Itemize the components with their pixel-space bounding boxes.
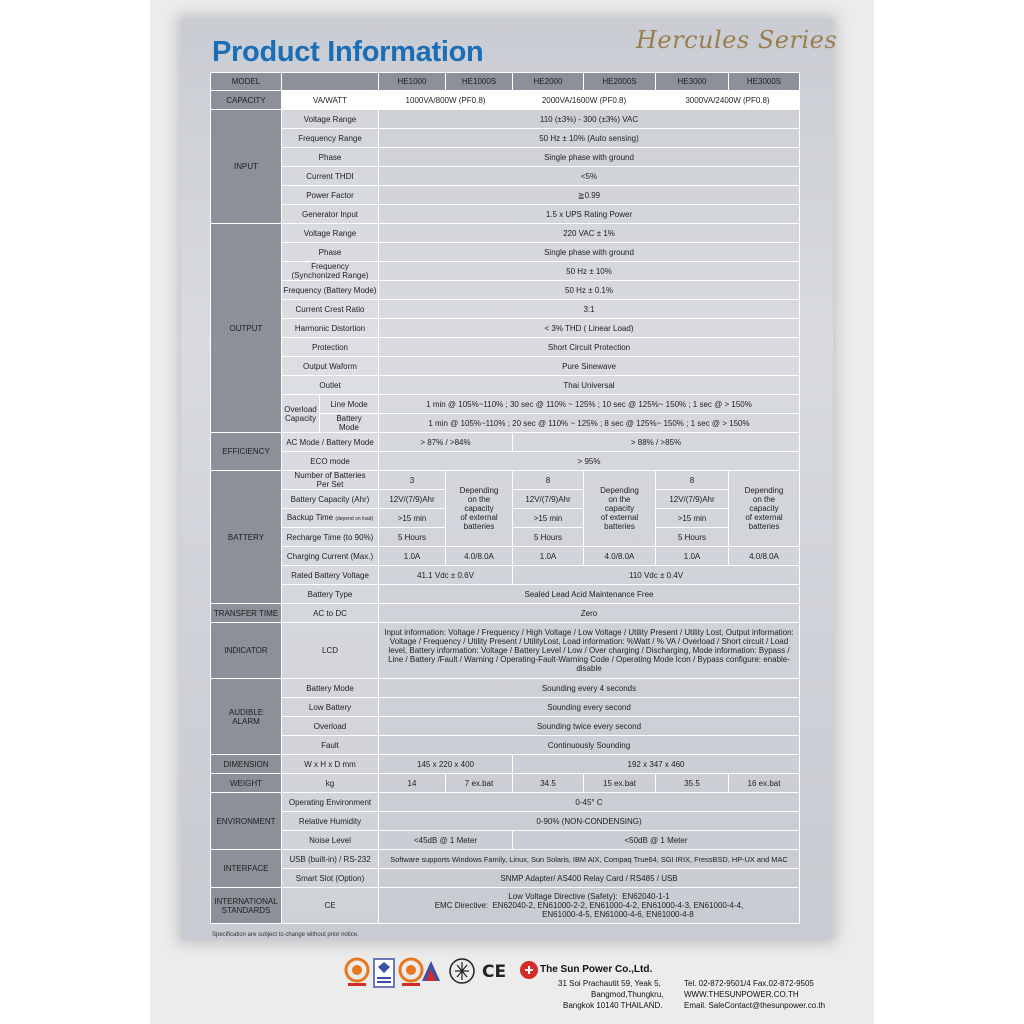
table-row [211, 547, 800, 566]
param-overload-capacity: Overload Capacity [282, 395, 320, 433]
value-overload-line-mode: 1 min @ 105%~110% ; 30 sec @ 110% ~ 125% ; 10 sec @ 125%~ 150% ; 1 sec @ > 150% [379, 395, 800, 414]
value-capacity-he1000: 12V/(7/9)Ahr [379, 490, 446, 509]
table-row [211, 679, 800, 698]
page-title: Product Information [212, 36, 484, 68]
table-row [211, 831, 800, 850]
contact-email[interactable]: Email. SaleContact@thesunpower.co.th [684, 1001, 826, 1010]
section-label-dimension: DIMENSION [211, 755, 282, 774]
value-dimension-2000-3000: 192 x 347 x 460 [513, 755, 800, 774]
value-charging-he3000: 1.0A [656, 547, 729, 566]
value-alarm-overload: Sounding twice every second [379, 717, 800, 736]
param-power-factor: Power Factor [282, 186, 379, 205]
value-weight-he3000s: 16 ex.bat [729, 774, 800, 793]
value-alarm-fault: Continuously Sounding [379, 736, 800, 755]
company-name: The Sun Power Co.,Ltd. [540, 964, 653, 975]
value-weight-he2000: 34.5 [513, 774, 584, 793]
param-input-phase: Phase [282, 148, 379, 167]
value-generator-input: 1.5 x UPS Rating Power [379, 205, 800, 224]
value-depending-he1000s: Depending on the capacity of external batteries [446, 471, 513, 547]
value-overload-battery-mode: 1 min @ 105%~110% ; 20 sec @ 110% ~ 125% ; 8 sec @ 125%~ 150% ; 1 sec @ > 150% [379, 414, 800, 433]
value-weight-he2000s: 15 ex.bat [584, 774, 656, 793]
model-he3000: HE3000 [656, 73, 729, 91]
value-capacity-he2000: 12V/(7/9)Ahr [513, 490, 584, 509]
param-whd: W x H x D mm [282, 755, 379, 774]
param-output-voltage-range: Voltage Range [282, 224, 379, 243]
value-backup-he2000: >15 min [513, 509, 584, 528]
param-input-frequency-range: Frequency Range [282, 129, 379, 148]
table-row [211, 698, 800, 717]
value-weight-he1000: 14 [379, 774, 446, 793]
param-protection: Protection [282, 338, 379, 357]
value-backup-he3000: >15 min [656, 509, 729, 528]
address-line-1: 31 Soi Prachautit 59, Yeak 5, [558, 979, 661, 988]
table-row [211, 755, 800, 774]
param-outlet: Outlet [282, 376, 379, 395]
value-smart-slot: SNMP Adapter/ AS400 Relay Card / RS485 / USB [379, 869, 800, 888]
table-row [211, 793, 800, 812]
table-row [211, 736, 800, 755]
contact-website[interactable]: WWW.THESUNPOWER.CO.TH [684, 990, 799, 999]
param-input-voltage-range: Voltage Range [282, 110, 379, 129]
table-row [211, 869, 800, 888]
value-power-factor: ≧0.99 [379, 186, 800, 205]
value-recharge-he2000: 5 Hours [513, 528, 584, 547]
table-row [211, 205, 800, 224]
param-kg: kg [282, 774, 379, 793]
param-current-thdi: Current THDI [282, 167, 379, 186]
section-label-interface: INTERFACE [211, 850, 282, 888]
param-crest-ratio: Current Crest Ratio [282, 300, 379, 319]
series-logo-text: Hercules Series [636, 26, 838, 54]
value-output-voltage-range: 220 VAC ± 1% [379, 224, 800, 243]
param-harmonic-distortion: Harmonic Distortion [282, 319, 379, 338]
quality-seal-logo [372, 957, 396, 989]
value-input-phase: Single phase with ground [379, 148, 800, 167]
section-label-model: MODEL [211, 73, 282, 91]
value-protection: Short Circuit Protection [379, 338, 800, 357]
table-row [211, 281, 800, 300]
param-frequency-battery: Frequency (Battery Mode) [282, 281, 379, 300]
param-recharge-time: Recharge Time (to 90%) [282, 528, 379, 547]
param-backup-time [282, 509, 379, 528]
value-current-thdi: <5% [379, 167, 800, 186]
table-row [211, 262, 800, 281]
capacity-2000: 2000VA/1600W (PF0.8) [513, 91, 656, 110]
table-row [211, 376, 800, 395]
table-row [211, 888, 800, 924]
value-recharge-he3000: 5 Hours [656, 528, 729, 547]
value-charging-he2000s: 4.0/8.0A [584, 547, 656, 566]
table-row [211, 300, 800, 319]
value-outlet: Thai Universal [379, 376, 800, 395]
value-usb-rs232: Software supports Windows Family, Linux, Sun Solaris, IBM AIX, Compaq True64, SGI IRIX, FressBSD, HP-UX and MAC [379, 850, 800, 869]
model-he2000: HE2000 [513, 73, 584, 91]
value-rated-voltage-1000: 41.1 Vdc ± 0.6V [379, 566, 513, 585]
table-row [211, 566, 800, 585]
value-alarm-low-battery: Sounding every second [379, 698, 800, 717]
value-ce: Low Voltage Directive (Safety): EN62040-1-1 EMC Directive: EN62040-2, EN61000-2-2, EN61000-4-2, EN61000-4-3, EN61000-4-4, EN61000-4-5, EN61000-4-6, EN61000-4-8 [379, 888, 800, 924]
value-harmonic-distortion: < 3% THD ( Linear Load) [379, 319, 800, 338]
table-row [211, 319, 800, 338]
value-frequency-battery: 50 Hz ± 0.1% [379, 281, 800, 300]
param-battery-mode: Battery Mode [320, 414, 379, 433]
table-row [211, 110, 800, 129]
param-battery-type: Battery Type [282, 585, 379, 604]
table-row [211, 850, 800, 869]
param-va-watt: VA/WATT [282, 91, 379, 110]
value-relative-humidity: 0-90% (NON-CONDENSING) [379, 812, 800, 831]
value-charging-he1000: 1.0A [379, 547, 446, 566]
param-smart-slot: Smart Slot (Option) [282, 869, 379, 888]
value-charging-he2000: 1.0A [513, 547, 584, 566]
value-batteries-he3000: 8 [656, 471, 729, 490]
param-battery-capacity: Battery Capacity (Ahr) [282, 490, 379, 509]
value-depending-he2000s: Depending on the capacity of external batteries [584, 471, 656, 547]
param-alarm-low-battery: Low Battery [282, 698, 379, 717]
table-row [211, 148, 800, 167]
section-label-transfer-time: TRANSFER TIME [211, 604, 282, 623]
value-noise-1000: <45dB @ 1 Meter [379, 831, 513, 850]
section-label-audible-alarm: AUDIBLE ALARM [211, 679, 282, 755]
model-he2000s: HE2000S [584, 73, 656, 91]
backup-time-note: (depend on load) [335, 515, 374, 522]
section-label-battery: BATTERY [211, 471, 282, 604]
capacity-1000: 1000VA/800W (PF0.8) [379, 91, 513, 110]
value-batteries-he1000: 3 [379, 471, 446, 490]
section-label-capacity: CAPACITY [211, 91, 282, 110]
param-relative-humidity: Relative Humidity [282, 812, 379, 831]
model-he1000: HE1000 [379, 73, 446, 91]
value-crest-ratio: 3:1 [379, 300, 800, 319]
section-label-environment: ENVIRONMENT [211, 793, 282, 850]
sun-power-logo [518, 957, 540, 987]
value-dimension-1000: 145 x 220 x 400 [379, 755, 513, 774]
param-generator-input: Generator Input [282, 205, 379, 224]
value-output-waveform: Pure Sinewave [379, 357, 800, 376]
param-alarm-battery-mode: Battery Mode [282, 679, 379, 698]
param-alarm-overload: Overload [282, 717, 379, 736]
value-battery-type: Sealed Lead Acid Maintenance Free [379, 585, 800, 604]
table-row [211, 224, 800, 243]
spec-table [210, 72, 800, 924]
param-usb-rs232: USB (built-in) / RS-232 [282, 850, 379, 869]
table-row [211, 471, 800, 490]
param-output-waveform: Output Waform [282, 357, 379, 376]
table-row [211, 167, 800, 186]
model-he3000s: HE3000S [729, 73, 800, 91]
value-eco-mode: > 95% [379, 452, 800, 471]
mac-logo [420, 957, 442, 989]
value-capacity-he3000: 12V/(7/9)Ahr [656, 490, 729, 509]
value-lcd: Input information: Voltage / Frequency / High Voltage / Low Voltage / Utility Present / Utility Lost, Output information: Voltage / Frequency / Utility Present / UtilityLost, Load information: %Watt / % VA / Overload / Short circuit / Load level, Battery information: Voltage / Battery Level / Low / Over charging / Discharging, Mode information: Bypass / Line / Battery /Fault / Warning / Operating-Fault-Warning Code / Operating Mode Icon / Bypass configure: enable-disable [379, 623, 800, 679]
section-label-efficiency: EFFICIENCY [211, 433, 282, 471]
table-row [211, 243, 800, 262]
contact-phone-fax: Tel. 02-872-9501/4 Fax.02-872-9505 [684, 979, 814, 988]
value-recharge-he1000: 5 Hours [379, 528, 446, 547]
param-ac-to-dc: AC to DC [282, 604, 379, 623]
param-eco-mode: ECO mode [282, 452, 379, 471]
disclaimer-note: Specification are subject to change without prior notice. [212, 932, 359, 938]
value-charging-he1000s: 4.0/8.0A [446, 547, 513, 566]
param-operating-environment: Operating Environment [282, 793, 379, 812]
param-number-of-batteries: Number of Batteries Per Set [282, 471, 379, 490]
value-transfer-time: Zero [379, 604, 800, 623]
table-row [211, 623, 800, 679]
section-label-indicator: INDICATOR [211, 623, 282, 679]
section-label-input: INPUT [211, 110, 282, 224]
table-row [211, 186, 800, 205]
param-output-phase: Phase [282, 243, 379, 262]
capacity-3000: 3000VA/2400W (PF0.8) [656, 91, 800, 110]
param-lcd: LCD [282, 623, 379, 679]
address-line-3: Bangkok 10140 THAILAND. [563, 1001, 663, 1010]
value-input-voltage-range: 110 (±3%) - 300 (±3%) VAC [379, 110, 800, 129]
table-row [211, 585, 800, 604]
table-row [211, 338, 800, 357]
value-noise-2000-3000: <50dB @ 1 Meter [513, 831, 800, 850]
value-batteries-he2000: 8 [513, 471, 584, 490]
value-output-phase: Single phase with ground [379, 243, 800, 262]
param-rated-battery-voltage: Rated Battery Voltage [282, 566, 379, 585]
param-ce: CE [282, 888, 379, 924]
table-row [211, 357, 800, 376]
param-frequency-sync: Frequency (Synchonized Range) [282, 262, 379, 281]
table-row [211, 395, 800, 414]
value-weight-he3000: 35.5 [656, 774, 729, 793]
table-row [211, 452, 800, 471]
value-frequency-sync: 50 Hz ± 10% [379, 262, 800, 281]
param-line-mode: Line Mode [320, 395, 379, 414]
section-label-output: OUTPUT [211, 224, 282, 433]
table-row [211, 433, 800, 452]
section-label-weight: WEIGHT [211, 774, 282, 793]
backup-time-label: Backup Time [286, 512, 334, 522]
model-header-blank [282, 73, 379, 91]
certification-logo [344, 957, 370, 987]
section-label-international-standards: INTERNATIONAL STANDARDS [211, 888, 282, 924]
table-row [211, 774, 800, 793]
value-alarm-battery-mode: Sounding every 4 seconds [379, 679, 800, 698]
value-backup-he1000: >15 min [379, 509, 446, 528]
value-rated-voltage-2000-3000: 110 Vdc ± 0.4V [513, 566, 800, 585]
value-operating-environment: 0-45° C [379, 793, 800, 812]
value-ac-mode-1000: > 87% / >84% [379, 433, 513, 452]
value-ac-mode-2000-3000: > 88% / >85% [513, 433, 800, 452]
ce-mark-logo [482, 957, 506, 987]
table-row [211, 129, 800, 148]
table-row [211, 717, 800, 736]
param-charging-current: Charging Current (Max.) [282, 547, 379, 566]
table-row [211, 812, 800, 831]
address-line-2: Bangmod,Thungkru, [591, 990, 664, 999]
value-weight-he1000s: 7 ex.bat [446, 774, 513, 793]
param-noise-level: Noise Level [282, 831, 379, 850]
model-he1000s: HE1000S [446, 73, 513, 91]
table-row-model [211, 73, 800, 91]
table-row-capacity [211, 91, 800, 110]
value-charging-he3000s: 4.0/8.0A [729, 547, 800, 566]
param-alarm-fault: Fault [282, 736, 379, 755]
thai-standard-logo [448, 957, 476, 987]
svg-text:CE: CE [482, 962, 506, 982]
param-ac-mode: AC Mode / Battery Mode [282, 433, 379, 452]
certification-logos [342, 957, 542, 989]
value-input-frequency-range: 50 Hz ± 10% (Auto sensing) [379, 129, 800, 148]
value-depending-he3000s: Depending on the capacity of external batteries [729, 471, 800, 547]
table-row [211, 604, 800, 623]
